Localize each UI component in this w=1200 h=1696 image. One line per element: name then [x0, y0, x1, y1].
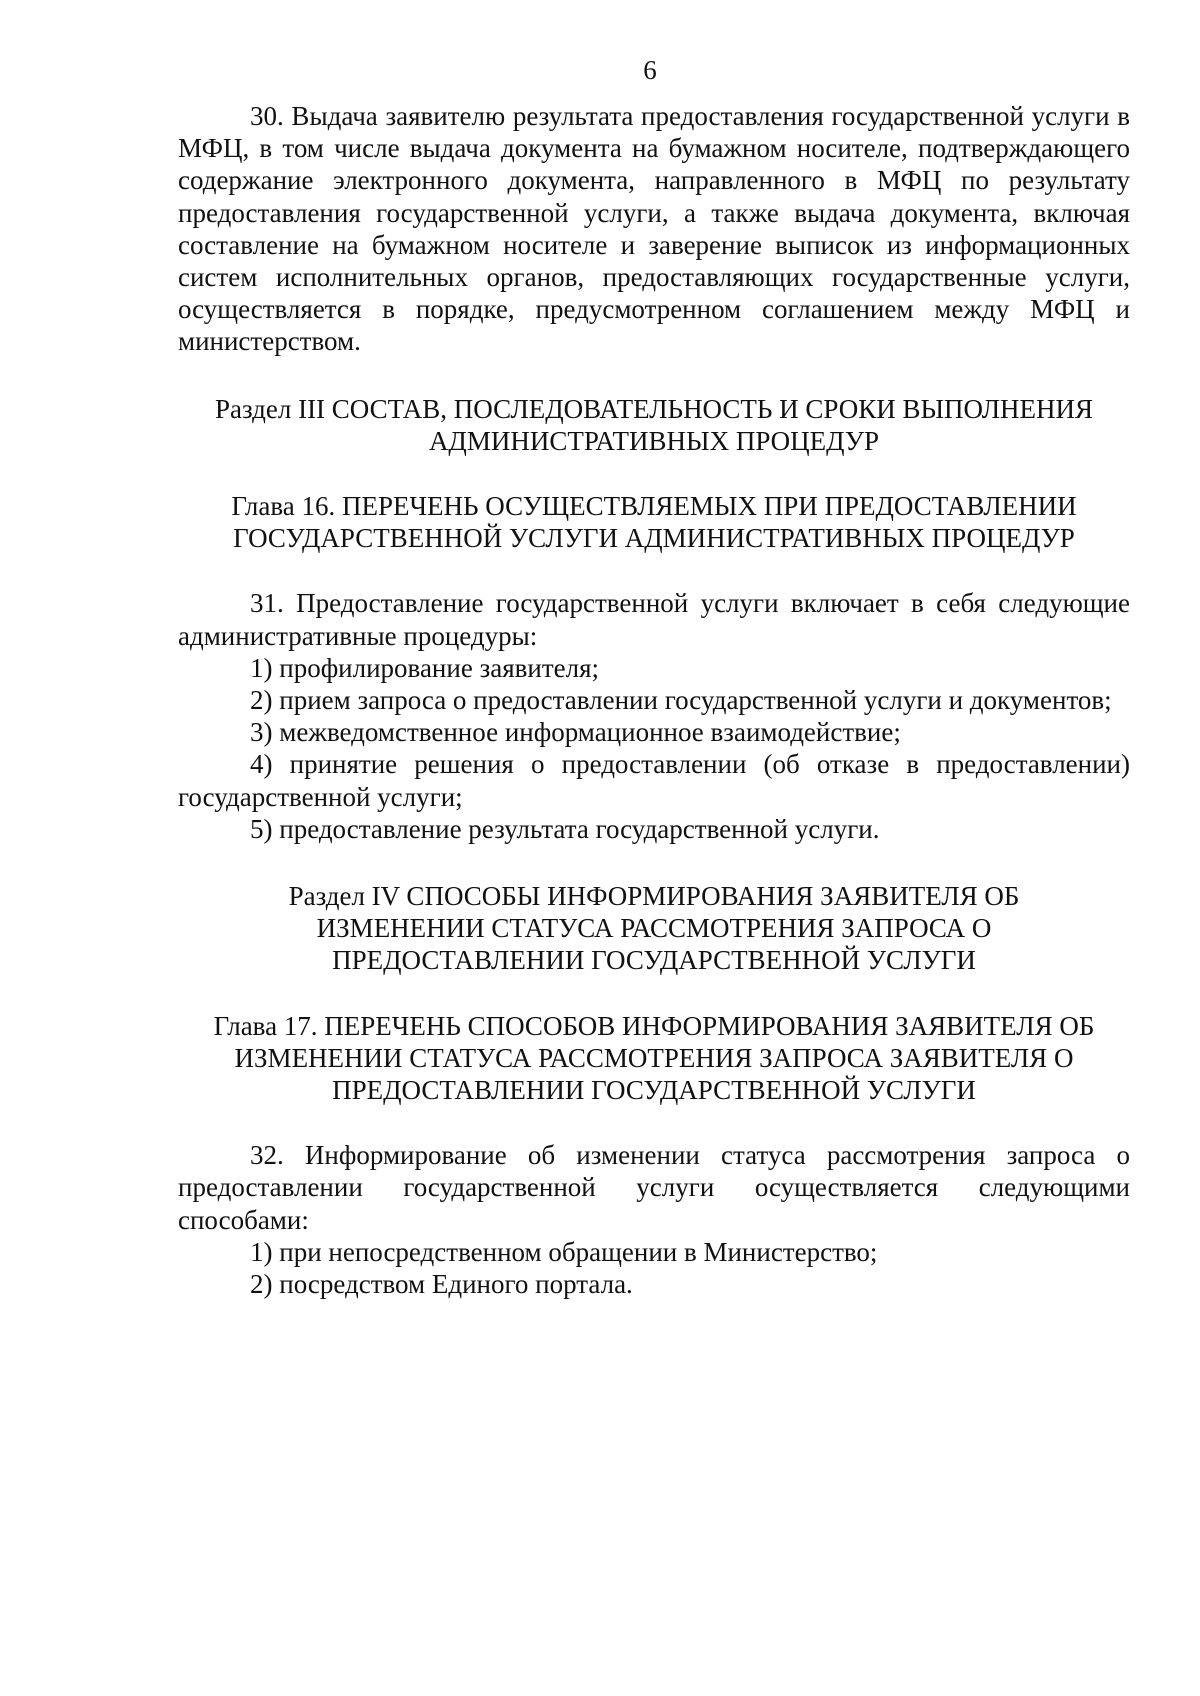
section-3-heading-line-2: АДМИНИСТРАТИВНЫХ ПРОЦЕДУР: [428, 425, 880, 456]
spacer: [178, 457, 1130, 490]
spacer: [178, 977, 1130, 1010]
list-item: 1) при непосредственном обращении в Министерство;: [250, 1236, 878, 1267]
section-4-heading: [178, 880, 1130, 977]
chapter-16-heading-line-1: Глава 16. ПЕРЕЧЕНЬ ОСУЩЕСТВЛЯЕМЫХ ПРИ ПРЕДОСТАВЛЕНИИ: [231, 491, 1077, 522]
section-4-heading-line-3: ПРЕДОСТАВЛЕНИИ ГОСУДАРСТВЕННОЙ УСЛУГИ: [332, 945, 976, 976]
page-number: 6: [643, 55, 657, 85]
section-3-heading-line-1: Раздел III СОСТАВ, ПОСЛЕДОВАТЕЛЬНОСТЬ И СРОКИ ВЫПОЛНЕНИЯ: [214, 393, 1094, 424]
list-item: 2) посредством Единого портала.: [250, 1269, 633, 1300]
paragraph-30: 30. Выдача заявителю результата предоставления государственной услуги в МФЦ, в том числе выдача документа на бумажном носителе, подтверждающего содержание электронного документа, направленного в МФЦ по результату предоставления государственной услуги, а также выдача документа, включая составление на бумажном носителе и заверение выписок из информационных систем исполнительных органов, предоставляющих государственные услуги, осуществляется в порядке, предусмотренном соглашением между МФЦ и министерством.: [178, 101, 1130, 357]
chapter-16-heading-line-2: ГОСУДАРСТВЕННОЙ УСЛУГИ АДМИНИСТРАТИВНЫХ ПРОЦЕДУР: [233, 523, 1075, 554]
chapter-17-heading-line-2: ИЗМЕНЕНИИ СТАТУСА РАССМОТРЕНИЯ ЗАПРОСА ЗАЯВИТЕЛЯ О: [234, 1042, 1074, 1073]
section-4-heading-line-2: ИЗМЕНЕНИИ СТАТУСА РАССМОТРЕНИЯ ЗАПРОСА О: [316, 913, 992, 944]
section-4-heading-line-1: Раздел IV СПОСОБЫ ИНФОРМИРОВАНИЯ ЗАЯВИТЕЛЯ ОБ: [288, 881, 1020, 912]
chapter-17-heading-line-3: ПРЕДОСТАВЛЕНИИ ГОСУДАРСТВЕННОЙ УСЛУГИ: [332, 1075, 976, 1106]
spacer: [178, 358, 1130, 393]
paragraph-31-intro: 31. Предоставление государственной услуги включает в себя следующие административные процедуры:: [178, 588, 1130, 651]
chapter-17-heading: [178, 1010, 1130, 1107]
document-page: [178, 50, 1130, 1300]
list-item: 4) принятие решения о предоставлении (об отказе в предоставлении) государственной услуги;: [178, 749, 1130, 812]
spacer: [178, 554, 1130, 587]
spacer: [178, 1106, 1130, 1139]
spacer: [178, 845, 1130, 880]
chapter-16-heading: [178, 490, 1130, 554]
list-item: 5) предоставление результата государственной услуги.: [250, 813, 880, 844]
list-item: 3) межведомственное информационное взаимодействие;: [250, 717, 901, 748]
list-item: 1) профилирование заявителя;: [250, 652, 600, 683]
chapter-17-heading-line-1: Глава 17. ПЕРЕЧЕНЬ СПОСОБОВ ИНФОРМИРОВАНИЯ ЗАЯВИТЕЛЯ ОБ: [213, 1010, 1095, 1041]
section-3-heading: [178, 393, 1130, 457]
list-item: 2) прием запроса о предоставлении государственной услуги и документов;: [250, 685, 1112, 716]
paragraph-32-intro: 32. Информирование об изменении статуса рассмотрения запроса о предоставлении государственной услуги осуществляется следующими способами:: [178, 1140, 1130, 1235]
